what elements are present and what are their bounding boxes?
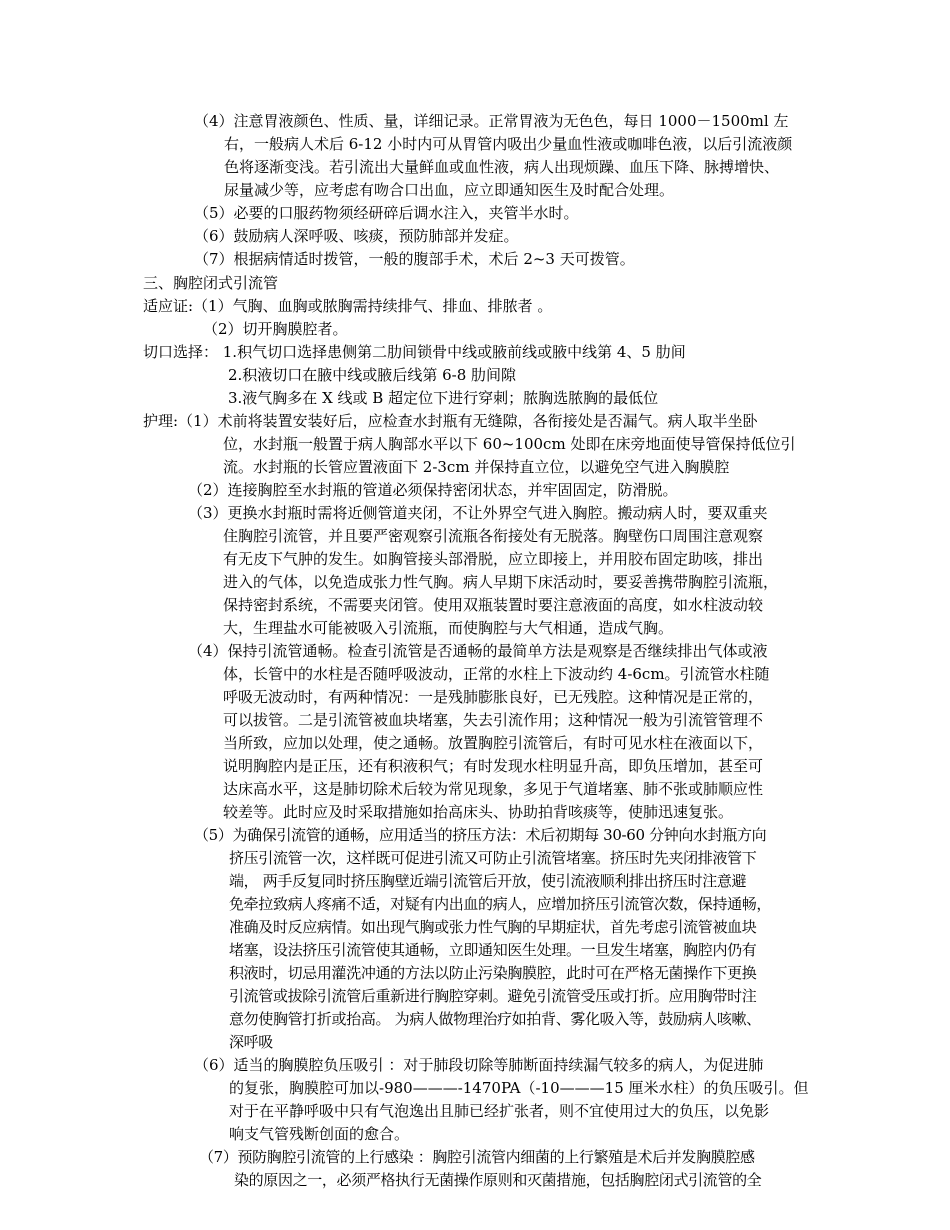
care-item-3-line-3: 有无皮下气肿的发生。如胸管接头部滑脱，应立即接上，并用胶布固定助咳，排出 <box>223 550 764 568</box>
care-item-6-line-3: 对于在平静呼吸中只有气泡逸出且肺已经扩张者，则不宜使用过大的负压，以免影 <box>229 1102 770 1120</box>
care-item-1-line-1: 护理:（1）术前将装置安装好后，应检查水封瓶有无缝隙，各衔接处是否漏气。病人取半坐卧 <box>143 412 758 430</box>
care-item-3-line-6: 大，生理盐水可能被吸入引流瓶，而使胸腔与大气相通，造成气胸。 <box>223 619 674 637</box>
care-item-2: （2）连接胸腔至水封瓶的管道必须保持密闭状态，并牢固固定，防滑脱。 <box>188 481 678 499</box>
gastric-item-6: （6）鼓励病人深呼吸、咳痰，预防肺部并发症。 <box>194 227 519 245</box>
care-item-5-line-4: 免牵拉致病人疼痛不适，对疑有内出血的病人，应增加挤压引流管次数，保持通畅， <box>229 895 772 913</box>
care-item-5-line-3: 端， 两手反复同时挤压胸壁近端引流管后开放，使引流液顺利排出挤压时注意避 <box>229 872 747 890</box>
care-item-4-line-8: 较差等。此时应及时采取措施如抬高床头、协助拍背咳痰等，使肺迅速复张。 <box>223 803 734 821</box>
care-item-6-line-4: 响支气管残断创面的愈合。 <box>229 1125 410 1143</box>
care-item-4-line-1: （4）保持引流管通畅。检查引流管是否通畅的最简单方法是观察是否继续排出气体或液 <box>188 642 768 660</box>
care-item-4-line-3: 呼吸无波动时，有两种情况：一是残肺膨胀良好，已无残腔。这种情况是正常的， <box>223 688 764 706</box>
care-item-5-line-10: 深呼吸 <box>229 1033 273 1051</box>
gastric-item-4-line-1: （4）注意胃液颜色、性质、量，详细记录。正常胃液为无色色，每日 1000－1500ml 左 <box>194 112 789 130</box>
incision-line-3: 3.液气胸多在 X 线或 B 超定位下进行穿刺；脓胸选脓胸的最低位 <box>228 389 659 407</box>
care-item-7-line-2: 染的原因之一，必须严格执行无菌操作原则和灭菌措施，包括胸腔闭式引流管的全 <box>234 1171 762 1189</box>
care-item-5-line-8: 引流管或拔除引流管后重新进行胸腔穿刺。避免引流管受压或打折。应用胸带时注 <box>229 987 757 1005</box>
care-item-4-line-6: 说明胸腔内是正压，还有积液积气；有时发现水柱明显升高，即负压增加，甚至可 <box>223 757 764 775</box>
care-item-4-line-4: 可以拔管。二是引流管被血块堵塞，失去引流作用；这种情况一般为引流管管理不 <box>223 711 764 729</box>
care-item-4-line-7: 达床高水平，这是肺切除术后较为常见现象，多见于气道堵塞、肺不张或肺顺应性 <box>223 780 764 798</box>
care-item-1-line-2: 位，水封瓶一般置于病人胸部水平以下 60~100cm 处即在床旁地面使导管保持低位引 <box>223 435 796 453</box>
gastric-item-5: （5）必要的口服药物须经研碎后调水注入，夹管半水时。 <box>194 204 579 222</box>
gastric-item-7: （7）根据病情适时拨管，一般的腹部手术，术后 2~3 天可拨管。 <box>194 250 635 268</box>
gastric-item-4-line-2: 右，一般病人术后 6-12 小时内可从胃管内吸出少量血性液或咖啡色液，以后引流液颜 <box>224 135 793 153</box>
care-item-5-line-9: 意勿使胸管打折或抬高。 为病人做物理治疗如拍背、雾化吸入等，鼓励病人咳嗽、 <box>229 1010 761 1028</box>
gastric-item-4-line-4: 尿量减少等，应考虑有吻合口出血，应立即通知医生及时配合处理。 <box>224 181 675 199</box>
care-item-3-line-2: 住胸腔引流管，并且要严密观察引流瓶各衔接处有无脱落。胸壁伤口周围注意观察 <box>223 527 764 545</box>
care-item-5-line-1: （5）为确保引流管的通畅，应用适当的挤压方法：术后初期每 30-60 分钟向水封瓶方向 <box>194 826 767 844</box>
care-item-3-line-1: （3）更换水封瓶时需将近侧管道夹闭，不让外界空气进入胸腔。搬动病人时，要双重夹 <box>188 504 768 522</box>
care-item-1-line-3: 流。水封瓶的长管应置液面下 2-3cm 并保持直立位，以避免空气进入胸膜腔 <box>223 458 730 476</box>
care-item-3-line-4: 进入的气体，以免造成张力性气胸。病人早期下床活动时，要妥善携带胸腔引流瓶， <box>223 573 779 591</box>
care-item-5-line-5: 准确及时反应病情。如出现气胸或张力性气胸的早期症状，首先考虑引流管被血块 <box>229 918 757 936</box>
section-title-chest-drainage: 三、胸腔闭式引流管 <box>143 274 279 292</box>
care-item-5-line-2: 挤压引流管一次，这样既可促进引流又可防止引流管堵塞。挤压时先夹闭排液管下 <box>229 849 757 867</box>
gastric-item-4-line-3: 色将逐渐变浅。若引流出大量鲜血或血性液，病人出现烦躁、血压下降、脉搏增快、 <box>224 158 780 176</box>
care-item-4-line-2: 体，长管中的水柱是否随呼吸波动，正常的水柱上下波动约 4-6cm。引流管水柱随 <box>223 665 770 683</box>
care-item-6-line-1: （6）适当的胸膜腔负压吸引 ：对于肺段切除等肺断面持续漏气较多的病人，为促进肺 <box>194 1056 764 1074</box>
indication-line-2: （2）切开胸膜腔者。 <box>203 320 348 338</box>
incision-line-2: 2.积液切口在腋中线或腋后线第 6-8 肋间隙 <box>228 366 517 384</box>
care-item-4-line-5: 当所致，应加以处理，使之通畅。放置胸腔引流管后，有时可见水柱在液面以下， <box>223 734 764 752</box>
care-item-3-line-5: 保持密封系统，不需要夹闭管。使用双瓶装置时要注意液面的高度，如水柱波动较 <box>223 596 764 614</box>
care-item-7-line-1: （7）预防胸腔引流管的上行感染 ：胸腔引流管内细菌的上行繁殖是术后并发胸膜腔感 <box>199 1148 755 1166</box>
incision-line-1: 切口选择： 1.积气切口选择患侧第二肋间锁骨中线或腋前线或腋中线第 4、5 肋间 <box>143 343 686 361</box>
care-item-6-line-2: 的复张，胸膜腔可加以-980———-1470PA（-10———15 厘米水柱）的负压吸引。但 <box>229 1079 809 1097</box>
care-item-5-line-7: 积液时，切忌用灌洗冲通的方法以防止污染胸膜腔，此时可在严格无菌操作下更换 <box>229 964 757 982</box>
indication-line-1: 适应证:（1）气胸、血胸或脓胸需持续排气、排血、排脓者 。 <box>143 297 553 315</box>
care-item-5-line-6: 堵塞，设法挤压引流管使其通畅，立即通知医生处理。一旦发生堵塞，胸腔内仍有 <box>229 941 757 959</box>
